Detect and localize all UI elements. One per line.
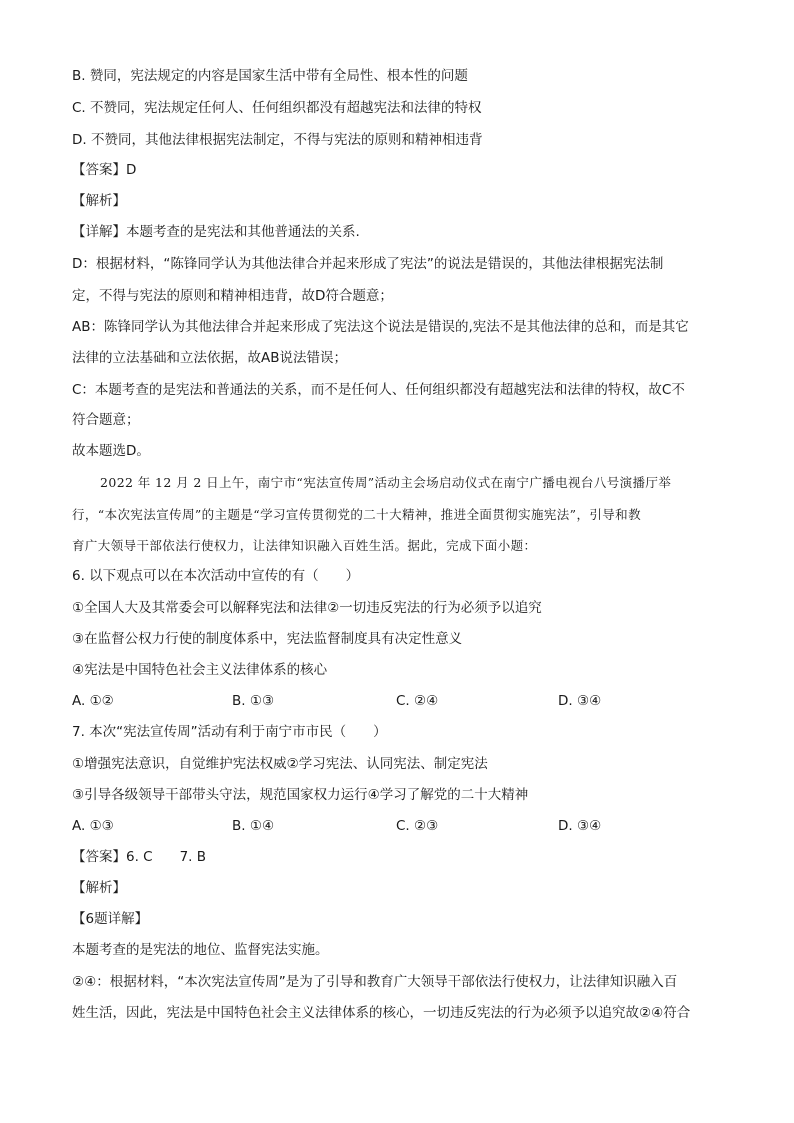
explanation-ab-line-2: 法律的立法基础和立法依据，故AB说法错误； xyxy=(72,350,347,366)
question-6-option-b: B. ①③ xyxy=(232,693,275,709)
explanation-ab-line-1: AB：陈锋同学认为其他法律合并起来形成了宪法这个说法是错误的,宪法不是其他法律的总和，而是其它 xyxy=(72,319,689,335)
analysis-heading-2: 【解析】 xyxy=(72,880,126,896)
q6-detail-topic: 本题考查的是宪法的地位、监督宪法实施。 xyxy=(72,942,329,958)
question-6-options xyxy=(72,691,722,711)
question-6-option-d: D. ③④ xyxy=(558,693,602,709)
q6-detail-heading: 【6题详解】 xyxy=(72,911,149,927)
analysis-heading: 【解析】 xyxy=(72,193,126,209)
question-6-statement-3: ③在监督公权力行使的制度体系中，宪法监督制度具有决定性意义 xyxy=(72,631,463,647)
question-7-stem: 7. 本次“宪法宣传周”活动有利于南宁市市民（ ） xyxy=(72,724,387,740)
conclusion-line: 故本题选D。 xyxy=(72,443,150,459)
detail-line: 【详解】本题考查的是宪法和其他普通法的关系. xyxy=(72,224,360,240)
question-6-option-c: C. ②④ xyxy=(396,693,439,709)
question-6-statement-4: ④宪法是中国特色社会主义法律体系的核心 xyxy=(72,662,328,678)
option-c-line: C. 不赞同，宪法规定任何人、任何组织都没有超越宪法和法律的特权 xyxy=(72,100,482,116)
question-7-options xyxy=(72,816,722,836)
q6-explanation-line-1: ②④：根据材料，“本次宪法宣传周”是为了引导和教育广大领导干部依法行使权力，让法律知识融入百 xyxy=(72,974,678,990)
explanation-d-line-1: D：根据材料，“陈锋同学认为其他法律合并起来形成了宪法”的说法是错误的，其他法律根据宪法制 xyxy=(72,256,664,272)
answer-6-7-line: 【答案】6. C 7. B xyxy=(72,849,207,865)
question-7-option-a: A. ①③ xyxy=(72,818,114,834)
question-7-option-c: C. ②③ xyxy=(396,818,439,834)
explanation-d-line-2: 定，不得与宪法的原则和精神相违背，故D符合题意； xyxy=(72,288,393,304)
question-7-statement-3-4: ③引导各级领导干部带头守法，规范国家权力运行④学习了解党的二十大精神 xyxy=(72,787,529,803)
question-7-option-d: D. ③④ xyxy=(558,818,602,834)
explanation-c-line-1: C：本题考查的是宪法和普通法的关系，而不是任何人、任何组织都没有超越宪法和法律的特权，故C不 xyxy=(72,382,685,398)
question-6-option-a: A. ①② xyxy=(72,693,114,709)
material-line-3: 育广大领导干部依法行使权力，让法律知识融入百姓生活。据此，完成下面小题： xyxy=(72,538,537,553)
question-7-statement-1-2: ①增强宪法意识，自觉维护宪法权威②学习宪法、认同宪法、制定宪法 xyxy=(72,756,488,772)
question-6-stem: 6. 以下观点可以在本次活动中宣传的有（ ） xyxy=(72,568,360,584)
option-d-line: D. 不赞同，其他法律根据宪法制定，不得与宪法的原则和精神相违背 xyxy=(72,132,483,148)
question-7-option-b: B. ①④ xyxy=(232,818,275,834)
option-b-line: B. 赞同，宪法规定的内容是国家生活中带有全局性、根本性的问题 xyxy=(72,68,468,84)
answer-line: 【答案】D xyxy=(72,162,137,178)
material-line-1: 2022 年 12 月 2 日上午，南宁市“宪法宣传周”活动主会场启动仪式在南宁广播电视台八号演播厅举 xyxy=(100,475,672,490)
explanation-c-line-2: 符合题意； xyxy=(72,412,140,428)
question-6-statement-1-2: ①全国人大及其常委会可以解释宪法和法律②一切违反宪法的行为必须予以追究 xyxy=(72,600,542,616)
material-line-2: 行，“本次宪法宣传周”的主题是“学习宣传贯彻党的二十大精神，推进全面贯彻实施宪法”，引导和教 xyxy=(72,507,641,522)
q6-explanation-line-2: 姓生活，因此，宪法是中国特色社会主义法律体系的核心，一切违反宪法的行为必须予以追究故②④符合 xyxy=(72,1005,691,1021)
